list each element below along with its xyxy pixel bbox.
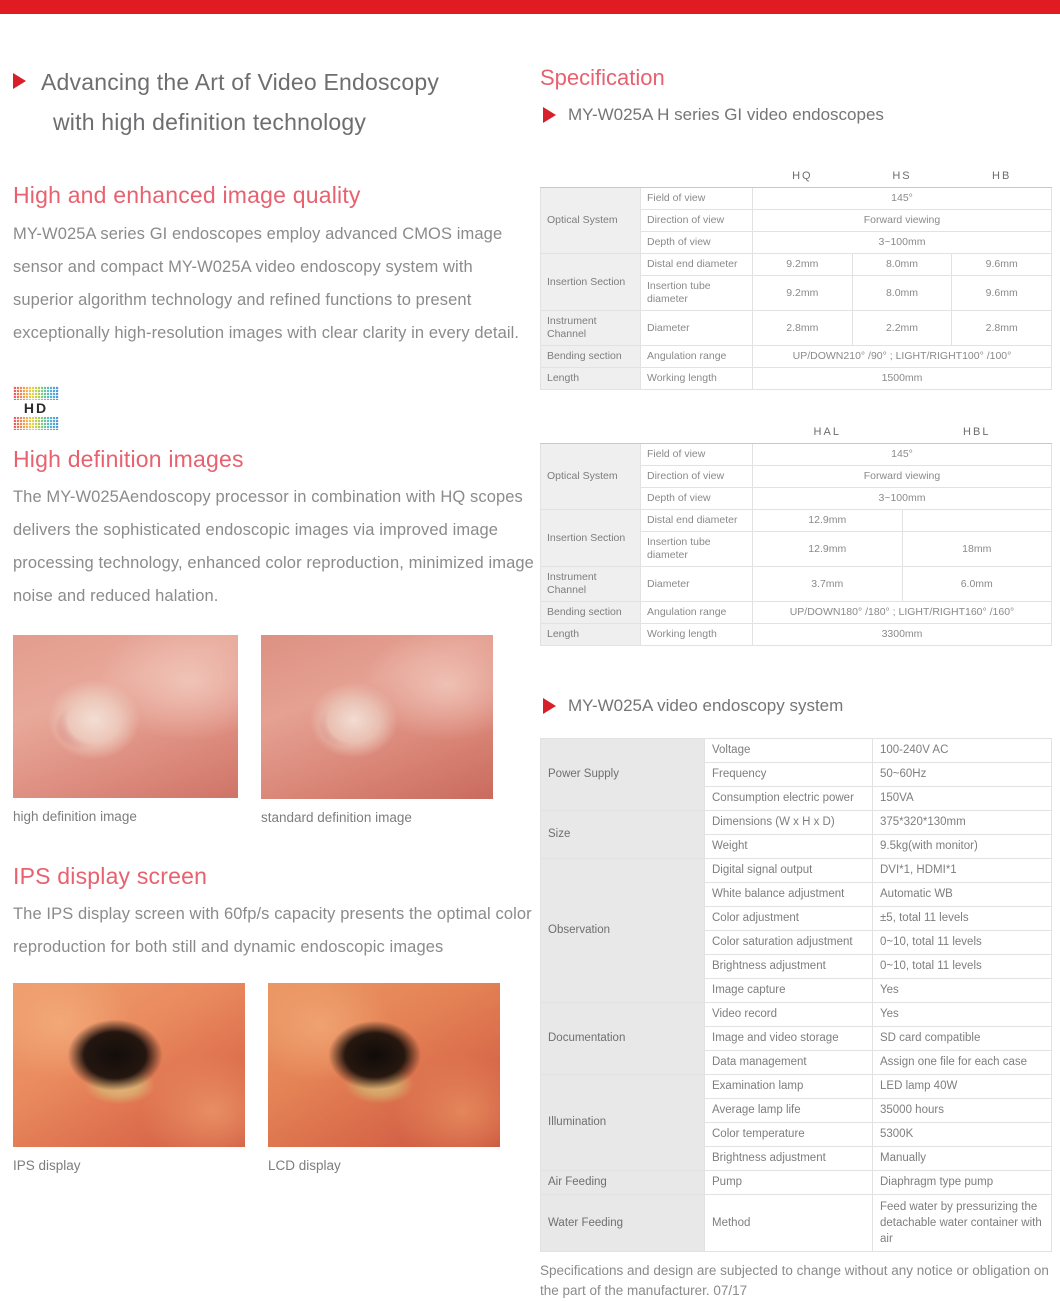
photo-block-ips — [13, 983, 245, 1176]
table-param-cell: Brightness adjustment — [705, 1147, 873, 1171]
photo-row-ips-vs-lcd — [13, 983, 540, 1176]
photo-caption-sd: standard definition image — [261, 810, 412, 825]
table-row — [541, 254, 1052, 276]
table-row — [541, 859, 1052, 883]
section-title-image-quality: High and enhanced image quality — [13, 182, 361, 208]
table-param-cell: Diameter — [641, 311, 753, 346]
table-value-cell: 50~60Hz — [873, 763, 1052, 787]
photo-block-sd — [261, 635, 493, 828]
table-value-cell: 35000 hours — [873, 1099, 1052, 1123]
footnote-disclaimer: Specifications and design are subjected to change without any notice or obligation on the part of the manufacturer. 07/17 — [540, 1263, 1049, 1298]
table-param-cell: Distal end diameter — [641, 510, 753, 532]
subheading-scopes-label: MY-W025A H series GI video endoscopes — [568, 105, 884, 124]
endoscopic-photo-hd — [13, 635, 238, 798]
photo-row-hd-vs-sd — [13, 635, 540, 828]
table-column-header: HBL — [902, 422, 1052, 444]
table-value-cell: 9.6mm — [952, 276, 1052, 311]
table-param-cell: Examination lamp — [705, 1075, 873, 1099]
table-param-cell: Diameter — [641, 567, 753, 602]
table-param-cell: Direction of view — [641, 210, 753, 232]
table-value-cell — [902, 510, 1052, 532]
table-row — [541, 624, 1052, 646]
table-param-cell: Pump — [705, 1171, 873, 1195]
table-value-cell: 9.6mm — [952, 254, 1052, 276]
table-value-cell: 6.0mm — [902, 567, 1052, 602]
table-param-cell: Image capture — [705, 979, 873, 1003]
photo-block-hd — [13, 635, 238, 828]
table-param-cell: Data management — [705, 1051, 873, 1075]
spec-table-h-series — [540, 166, 1052, 390]
photo-caption-ips: IPS display — [13, 1158, 81, 1173]
table-row — [541, 368, 1052, 390]
table-value-cell: 3~100mm — [753, 232, 1052, 254]
table-corner-cell — [541, 166, 641, 188]
table-row — [541, 188, 1052, 210]
table-group-cell: Instrument Channel — [541, 567, 641, 602]
table-param-cell: Depth of view — [641, 488, 753, 510]
table-param-cell: Brightness adjustment — [705, 955, 873, 979]
table-row — [541, 311, 1052, 346]
table-column-header: HQ — [753, 166, 853, 188]
section-body-hd-images: The MY-W025Aendoscopy processor in combination with HQ scopes delivers the sophisticated endoscopic images via improved image processing technology, enhanced color reproduction, minimized image noise and reduced halation. — [13, 488, 534, 605]
table-param-cell: Field of view — [641, 444, 753, 466]
table-param-cell: Video record — [705, 1003, 873, 1027]
section-body-image-quality: MY-W025A series GI endoscopes employ advanced CMOS image sensor and compact MY-W025A video endoscopy system with superior algorithm technology and refined functions to present exceptionally high-resolution images with clear clarity in every detail. — [13, 225, 520, 342]
table-corner-cell — [541, 422, 641, 444]
table-value-cell: Manually — [873, 1147, 1052, 1171]
table-group-cell: Size — [541, 811, 705, 859]
spec-table-l-series — [540, 422, 1052, 646]
table-value-cell: Forward viewing — [753, 466, 1052, 488]
table-row — [541, 1171, 1052, 1195]
table-value-cell: 0~10, total 11 levels — [873, 955, 1052, 979]
table-value-cell: Yes — [873, 1003, 1052, 1027]
table-corner-cell-2 — [641, 166, 753, 188]
table-value-cell: 8.0mm — [852, 254, 952, 276]
table-value-cell: Automatic WB — [873, 883, 1052, 907]
table-value-cell: 3300mm — [753, 624, 1052, 646]
table-value-cell: Yes — [873, 979, 1052, 1003]
table-value-cell: 3.7mm — [753, 567, 903, 602]
hd-badge-band — [13, 400, 59, 417]
endoscopic-photo-lcd — [268, 983, 500, 1147]
hd-badge-label: HD — [23, 400, 49, 416]
endoscopic-photo-ips — [13, 983, 245, 1147]
table-value-cell: 375*320*130mm — [873, 811, 1052, 835]
table-row — [541, 811, 1052, 835]
table-column-header: HAL — [753, 422, 903, 444]
table-value-cell: ±5, total 11 levels — [873, 907, 1052, 931]
table-param-cell: Depth of view — [641, 232, 753, 254]
table-group-cell: Optical System — [541, 444, 641, 510]
headline-block — [13, 62, 540, 142]
subheading-system-label: MY-W025A video endoscopy system — [568, 696, 844, 715]
table-value-cell: 9.2mm — [753, 276, 853, 311]
table-value-cell: 8.0mm — [852, 276, 952, 311]
table-row — [541, 346, 1052, 368]
triangle-bullet-icon — [13, 73, 26, 89]
table-value-cell: 9.5kg(with monitor) — [873, 835, 1052, 859]
table-value-cell: DVI*1, HDMI*1 — [873, 859, 1052, 883]
table-param-cell: Frequency — [705, 763, 873, 787]
table-column-header: HS — [852, 166, 952, 188]
table-value-cell: 145° — [753, 444, 1052, 466]
table-group-cell: Air Feeding — [541, 1171, 705, 1195]
endoscopic-photo-sd — [261, 635, 493, 799]
table-param-cell: Weight — [705, 835, 873, 859]
table-group-cell: Illumination — [541, 1075, 705, 1171]
table-param-cell: Insertion tube diameter — [641, 532, 753, 567]
table-group-cell: Water Feeding — [541, 1195, 705, 1252]
table-param-cell: Field of view — [641, 188, 753, 210]
table-param-cell: Color saturation adjustment — [705, 931, 873, 955]
table-param-cell: Average lamp life — [705, 1099, 873, 1123]
table-row — [541, 444, 1052, 466]
hd-badge-icon — [13, 386, 59, 430]
table-value-cell: 2.8mm — [753, 311, 853, 346]
spec-table-system — [540, 738, 1052, 1252]
table-value-cell: 2.8mm — [952, 311, 1052, 346]
table-row — [541, 602, 1052, 624]
table-group-cell: Documentation — [541, 1003, 705, 1075]
photo-caption-lcd: LCD display — [268, 1158, 341, 1173]
table-value-cell: LED lamp 40W — [873, 1075, 1052, 1099]
table-group-cell: Insertion Section — [541, 254, 641, 311]
table-row — [541, 739, 1052, 763]
table-param-cell: White balance adjustment — [705, 883, 873, 907]
table-value-cell: 2.2mm — [852, 311, 952, 346]
table-group-cell: Insertion Section — [541, 510, 641, 567]
table-value-cell: Diaphragm type pump — [873, 1171, 1052, 1195]
table-header-row — [541, 166, 1052, 188]
specification-heading: Specification — [540, 65, 665, 90]
table-value-cell: 100-240V AC — [873, 739, 1052, 763]
table-value-cell: Feed water by pressurizing the detachable water container with air — [873, 1195, 1052, 1252]
table-row — [541, 1195, 1052, 1252]
table-value-cell: UP/DOWN210° /90° ; LIGHT/RIGHT100° /100° — [753, 346, 1052, 368]
table-group-cell: Bending section — [541, 346, 641, 368]
table-row — [541, 1003, 1052, 1027]
section-title-hd-images: High definition images — [13, 446, 244, 472]
top-red-bar — [0, 0, 1060, 14]
table-row — [541, 567, 1052, 602]
left-column — [13, 62, 540, 1176]
table-value-cell: 5300K — [873, 1123, 1052, 1147]
table-group-cell: Instrument Channel — [541, 311, 641, 346]
table-param-cell: Color adjustment — [705, 907, 873, 931]
table-group-cell: Length — [541, 624, 641, 646]
table-value-cell: 12.9mm — [753, 510, 903, 532]
table-header-row — [541, 422, 1052, 444]
subheading-system — [540, 691, 1052, 721]
table-value-cell: 12.9mm — [753, 532, 903, 567]
table-group-cell: Optical System — [541, 188, 641, 254]
table-param-cell: Color temperature — [705, 1123, 873, 1147]
photo-block-lcd — [268, 983, 500, 1176]
table-param-cell: Image and video storage — [705, 1027, 873, 1051]
table-row — [541, 1075, 1052, 1099]
table-param-cell: Digital signal output — [705, 859, 873, 883]
right-column — [540, 62, 1052, 1301]
headline-line-1: Advancing the Art of Video Endoscopy — [41, 69, 440, 95]
table-value-cell: UP/DOWN180° /180° ; LIGHT/RIGHT160° /160° — [753, 602, 1052, 624]
subheading-scopes — [540, 100, 1052, 130]
table-column-header: HB — [952, 166, 1052, 188]
table-value-cell: 18mm — [902, 532, 1052, 567]
table-param-cell: Method — [705, 1195, 873, 1252]
table-group-cell: Power Supply — [541, 739, 705, 811]
table-group-cell: Bending section — [541, 602, 641, 624]
photo-caption-hd: high definition image — [13, 809, 137, 824]
table-value-cell: 145° — [753, 188, 1052, 210]
table-value-cell: 0~10, total 11 levels — [873, 931, 1052, 955]
table-group-cell: Observation — [541, 859, 705, 1003]
table-value-cell: Assign one file for each case — [873, 1051, 1052, 1075]
table-value-cell: 150VA — [873, 787, 1052, 811]
table-value-cell: 9.2mm — [753, 254, 853, 276]
table-param-cell: Angulation range — [641, 602, 753, 624]
table-param-cell: Angulation range — [641, 346, 753, 368]
triangle-bullet-icon — [543, 107, 556, 123]
table-value-cell: Forward viewing — [753, 210, 1052, 232]
table-param-cell: Voltage — [705, 739, 873, 763]
table-group-cell: Length — [541, 368, 641, 390]
headline-line-2: with high definition technology — [53, 109, 367, 135]
table-value-cell: SD card compatible — [873, 1027, 1052, 1051]
table-value-cell: 3~100mm — [753, 488, 1052, 510]
table-param-cell: Direction of view — [641, 466, 753, 488]
triangle-bullet-icon — [543, 698, 556, 714]
table-param-cell: Working length — [641, 624, 753, 646]
table-param-cell: Insertion tube diameter — [641, 276, 753, 311]
table-value-cell: 1500mm — [753, 368, 1052, 390]
table-param-cell: Dimensions (W x H x D) — [705, 811, 873, 835]
table-row — [541, 510, 1052, 532]
table-param-cell: Distal end diameter — [641, 254, 753, 276]
page-headline — [41, 62, 540, 142]
section-title-ips-display: IPS display screen — [13, 863, 208, 889]
table-corner-cell-2 — [641, 422, 753, 444]
table-param-cell: Consumption electric power — [705, 787, 873, 811]
table-param-cell: Working length — [641, 368, 753, 390]
section-body-ips-display: The IPS display screen with 60fp/s capacity presents the optimal color reproduction for both still and dynamic endoscopic images — [13, 905, 532, 956]
